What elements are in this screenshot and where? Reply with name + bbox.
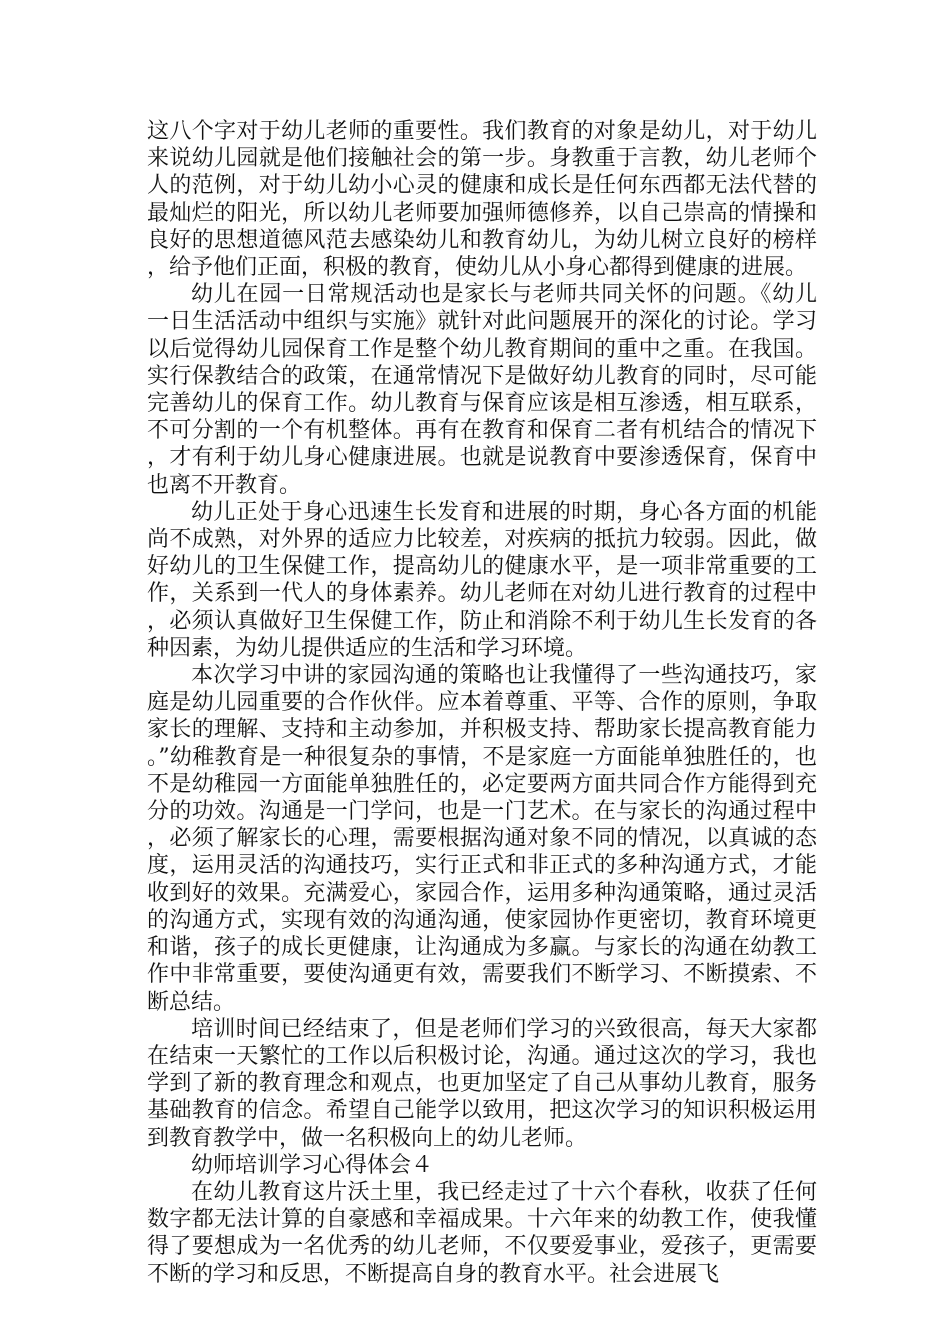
paragraph-training-conclusion: 培训时间已经结束了，但是老师们学习的兴致很高，每天大家都在结束一天繁忙的工作以后积极讨论，沟通。通过这次的学习，我也学到了新的教育理念和观点，也更加坚定了自己从事幼儿教育，服务基础教育的信念。希望自己能学以致用，把这次学习的知识积极运用到教育教学中，做一名积极向上的幼儿老师。 — [147, 1016, 817, 1151]
paragraph-section-four-intro: 在幼儿教育这片沃土里，我已经走过了十六个春秋，收获了任何数字都无法计算的自豪感和幸福成果。十六年来的幼教工作，使我懂得了要想成为一名优秀的幼儿老师，不仅要爱事业，爱孩子，更需要不断的学习和反思，不断提高自身的教育水平。社会进展飞 — [147, 1179, 817, 1287]
paragraph-daily-routine: 幼儿在园一日常规活动也是家长与老师共同关怀的问题。《幼儿一日生活活动中组织与实施》就针对此问题展开的深化的讨论。学习以后觉得幼儿园保育工作是整个幼儿教育期间的重中之重。在我国。实行保教结合的政策，在通常情况下是做好幼儿教育的同时，尽可能完善幼儿的保育工作。幼儿教育与保育应该是相互渗透，相互联系，不可分割的一个有机整体。再有在教育和保育二者有机结合的情况下，才有利于幼儿身心健康进展。也就是说教育中要渗透保育，保育中也离不开教育。 — [147, 282, 817, 498]
document-body — [147, 118, 817, 1288]
section-heading: 幼师培训学习心得体会４ — [191, 1152, 434, 1178]
paragraph-health-care: 幼儿正处于身心迅速生长发育和进展的时期，身心各方面的机能尚不成熟，对外界的适应力比较差，对疾病的抵抗力较弱。因此，做好幼儿的卫生保健工作，提高幼儿的健康水平，是一项非常重要的工作，关系到一代人的身体素养。幼儿老师在对幼儿进行教育的过程中，必须认真做好卫生保健工作，防止和消除不利于幼儿生长发育的各种因素，为幼儿提供适应的生活和学习环境。 — [147, 499, 817, 661]
paragraph-continuation: 这八个字对于幼儿老师的重要性。我们教育的对象是幼儿，对于幼儿来说幼儿园就是他们接触社会的第一步。身教重于言教，幼儿老师个人的范例，对于幼儿幼小心灵的健康和成长是任何东西都无法代替的最灿烂的阳光，所以幼儿老师要加强师德修养，以自己崇高的情操和良好的思想道德风范去感染幼儿和教育幼儿，为幼儿树立良好的榜样，给予他们正面，积极的教育，使幼儿从小身心都得到健康的进展。 — [147, 119, 817, 281]
paragraph-home-communication: 本次学习中讲的家园沟通的策略也让我懂得了一些沟通技巧，家庭是幼儿园重要的合作伙伴。应本着尊重、平等、合作的原则，争取家长的理解、支持和主动参加，并积极支持、帮助家长提高教育能力。”幼稚教育是一种很复杂的事情，不是家庭一方面能单独胜任的，也不是幼稚园一方面能单独胜任的，必定要两方面共同合作方能得到充分的功效。沟通是一门学问，也是一门艺术。在与家长的沟通过程中，必须了解家长的心理，需要根据沟通对象不同的情况，以真诚的态度，运用灵活的沟通技巧，实行正式和非正式的多种沟通方式，才能收到好的效果。充满爱心，家园合作，运用多种沟通策略，通过灵活的沟通方式，实现有效的沟通沟通，使家园协作更密切，教育环境更和谐，孩子的成长更健康，让沟通成为多赢。与家长的沟通在幼教工作中非常重要，要使沟通更有效，需要我们不断学习、不断摸索、不断总结。 — [147, 663, 817, 1015]
